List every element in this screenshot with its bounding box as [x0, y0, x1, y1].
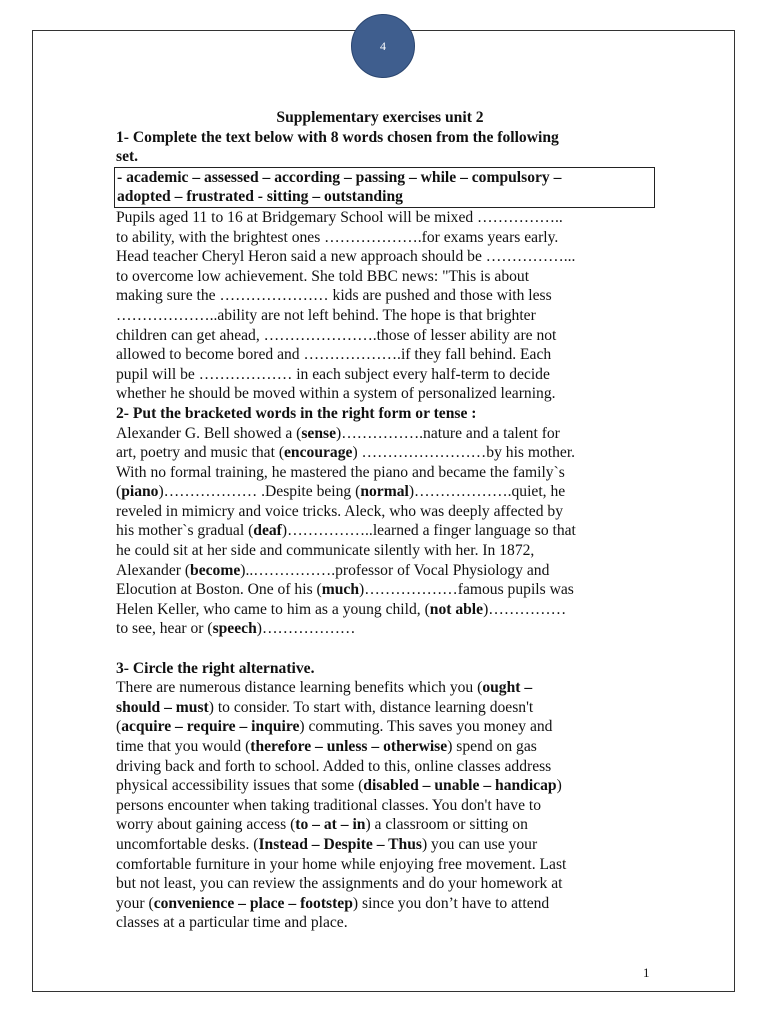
exercise-2-text: [116, 424, 634, 640]
text-line: children can get ahead, ………………….those of lesser ability are not: [116, 326, 557, 344]
bold-term: to – at – in: [295, 816, 366, 834]
exercise-1-heading-line: set.: [116, 148, 139, 166]
text-line: [116, 678, 634, 698]
bold-term: should – must: [116, 698, 209, 716]
bold-term: much: [321, 581, 359, 599]
text-run: ) you can use your: [421, 835, 538, 853]
text-run: )………………famous pupils was: [359, 581, 574, 599]
word-set-line: - academic – assessed – according – passing – while – compulsory –: [117, 168, 562, 186]
bold-term: become: [190, 561, 241, 579]
bold-term: normal: [360, 483, 409, 501]
text-run: )..…………….professor of Vocal Physiology and: [240, 561, 550, 579]
text-line: Head teacher Cheryl Heron said a new approach should be ……………...: [116, 248, 576, 266]
bold-term: deaf: [253, 522, 282, 540]
bold-term: encourage: [284, 444, 353, 462]
page-marker-circle: [351, 14, 415, 78]
document-body: [116, 108, 634, 933]
text-line: to overcome low achievement. She told BBC news: "This is about: [116, 267, 530, 285]
bold-term: therefore – unless – otherwise: [250, 738, 448, 755]
text-run: Helen Keller, who came to him as a young child, (: [116, 600, 430, 618]
text-line: ………………..ability are not left behind. The hope is that brighter: [116, 306, 536, 324]
text-run: persons encounter when taking traditional classes. You don't have to: [116, 796, 542, 814]
text-run: ) to consider. To start with, distance learning doesn't: [208, 698, 534, 716]
text-line: [116, 855, 634, 875]
text-line: [116, 737, 634, 757]
exercise-1-heading: [116, 128, 634, 167]
text-run: ) a classroom or sitting on: [365, 816, 528, 834]
document-title: Supplementary exercises unit 2: [276, 109, 484, 126]
text-run: Alexander (: [116, 561, 191, 579]
text-line: [116, 521, 634, 541]
word-set-box: [114, 167, 655, 208]
exercise-3-heading: 3- Circle the right alternative.: [116, 659, 315, 677]
text-line: allowed to become bored and ……………….if they fall behind. Each: [116, 346, 552, 364]
text-line: [116, 796, 634, 816]
text-line: [116, 894, 634, 914]
text-run: physical accessibility issues that some (: [116, 777, 364, 795]
page-number: 1: [643, 965, 650, 980]
text-line: whether he should be moved within a system of personalized learning.: [116, 385, 556, 403]
text-line: [116, 913, 634, 933]
text-line: to ability, with the brightest ones ……………….for exams years early.: [116, 228, 559, 246]
text-run: his mother`s gradual (: [116, 522, 254, 540]
word-set-line: adopted – frustrated - sitting – outstanding: [117, 188, 403, 206]
spacer: [116, 639, 634, 659]
text-line: [116, 580, 634, 600]
text-run: )……………: [483, 600, 567, 618]
text-run: )……………….quiet, he: [408, 483, 566, 501]
text-line: [116, 874, 634, 894]
bold-term: piano: [121, 483, 159, 501]
text-line: [116, 717, 634, 737]
exercise-1-heading-line: 1- Complete the text below with 8 words chosen from the following: [116, 128, 559, 146]
text-run: ) since you don’t have to attend: [352, 894, 550, 912]
text-run: There are numerous distance learning benefits which you (: [116, 679, 483, 697]
text-run: uncomfortable desks. (: [116, 835, 259, 853]
text-line: [116, 698, 634, 718]
text-run: your (: [116, 894, 154, 912]
exercise-3-text: [116, 678, 634, 933]
text-line: pupil will be ……………… in each subject every half-term to decide: [116, 365, 550, 383]
text-run: (: [116, 718, 122, 736]
text-run: time that you would (: [116, 738, 251, 755]
bold-term: disabled – unable – handicap: [363, 777, 557, 795]
text-run: ): [556, 777, 562, 795]
bold-term: Instead – Despite – Thus: [258, 835, 422, 853]
text-run: driving back and forth to school. Added to this, online classes address: [116, 757, 552, 775]
text-run: )………………: [256, 620, 356, 638]
bold-term: acquire – require – inquire: [121, 718, 300, 736]
bold-term: convenience – place – footstep: [153, 894, 353, 912]
text-line: [116, 502, 634, 522]
text-run: Elocution at Boston. One of his (: [116, 581, 322, 599]
text-run: classes at a particular time and place.: [116, 914, 348, 932]
text-line: [116, 815, 634, 835]
text-line: [116, 776, 634, 796]
text-line: [116, 463, 634, 483]
text-run: comfortable furniture in your home while enjoying free movement. Last: [116, 855, 567, 873]
text-run: ) commuting. This saves you money and: [299, 718, 553, 736]
text-run: Alexander G. Bell showed a (: [116, 424, 302, 442]
bold-term: sense: [301, 424, 336, 442]
bold-term: speech: [212, 620, 257, 638]
text-line: [116, 757, 634, 777]
text-line: Pupils aged 11 to 16 at Bridgemary School will be mixed ……………..: [116, 208, 563, 226]
exercise-1-text: [116, 208, 634, 404]
text-run: ) spend on gas: [447, 738, 537, 755]
text-run: (: [116, 483, 122, 501]
text-line: [116, 600, 634, 620]
text-run: but not least, you can review the assignments and do your homework at: [116, 875, 563, 893]
text-line: [116, 561, 634, 581]
text-run: to see, hear or (: [116, 620, 213, 638]
text-run: art, poetry and music that (: [116, 444, 285, 462]
text-line: [116, 482, 634, 502]
text-run: With no formal training, he mastered the piano and became the family`s: [116, 463, 565, 481]
text-line: [116, 619, 634, 639]
text-run: he could sit at her side and communicate silently with her. In 1872,: [116, 542, 535, 560]
text-run: ) ……………………by his mother.: [352, 444, 576, 462]
bold-term: ought –: [482, 679, 533, 697]
bold-term: not able: [429, 600, 484, 618]
text-line: [116, 835, 634, 855]
text-run: )……………..learned a finger language so that: [281, 522, 576, 540]
page-marker-number: 4: [380, 38, 386, 53]
text-run: reveled in mimicry and voice tricks. Aleck, who was deeply affected by: [116, 502, 564, 520]
text-line: [116, 443, 634, 463]
text-line: [116, 424, 634, 444]
text-run: )…………….nature and a talent for: [336, 424, 560, 442]
exercise-2-heading: 2- Put the bracketed words in the right form or tense :: [116, 404, 477, 422]
text-line: [116, 541, 634, 561]
text-run: )……………… .Despite being (: [158, 483, 361, 501]
text-run: worry about gaining access (: [116, 816, 296, 834]
text-line: making sure the ………………… kids are pushed and those with less: [116, 287, 552, 305]
